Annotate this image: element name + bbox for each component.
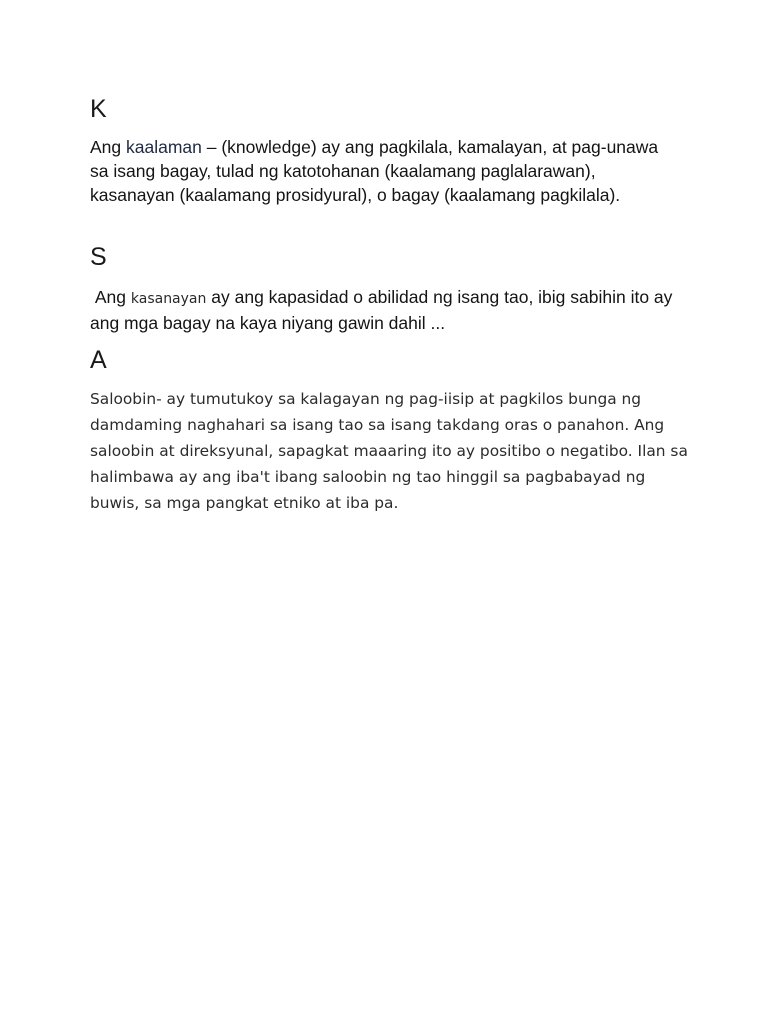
section-heading-k: K [90, 95, 107, 123]
paragraph-kaalaman-lead: Ang [90, 137, 126, 157]
paragraph-kaalaman [90, 135, 680, 207]
term-kasanayan: kasanayan [130, 291, 207, 307]
section-heading-s: S [90, 243, 107, 271]
paragraph-kaalaman-body: – (knowledge) ay ang pagkilala, kamalayan, at pag-unawa sa isang bagay, tulad ng katotohanan (kaalamang paglalarawan), kasanayan (kaalamang prosidyural), o bagay (kaalamang pagkilala). [90, 137, 659, 205]
paragraph-kasanayan [90, 285, 680, 335]
section-heading-a: A [90, 346, 107, 374]
paragraph-kasanayan-lead: Ang [90, 287, 131, 307]
paragraph-kasanayan-body: ay ang kapasidad o abilidad ng isang tao, ibig sabihin ito ay ang mga bagay na kaya niyang gawin dahil ... [90, 287, 678, 333]
paragraph-saloobin: Saloobin- ay tumutukoy sa kalagayan ng pag-iisip at pagkilos bunga ng damdaming naghahari sa isang tao sa isang takdang oras o panahon. Ang saloobin at direksyunal, sapagkat maaaring ito ay positibo o negatibo. Ilan sa halimbawa ay ang iba't ibang saloobin ng tao hinggil sa pagbabayad ng buwis, sa mga pangkat etniko at iba pa. [90, 390, 688, 512]
term-kaalaman: kaalaman [126, 137, 202, 157]
